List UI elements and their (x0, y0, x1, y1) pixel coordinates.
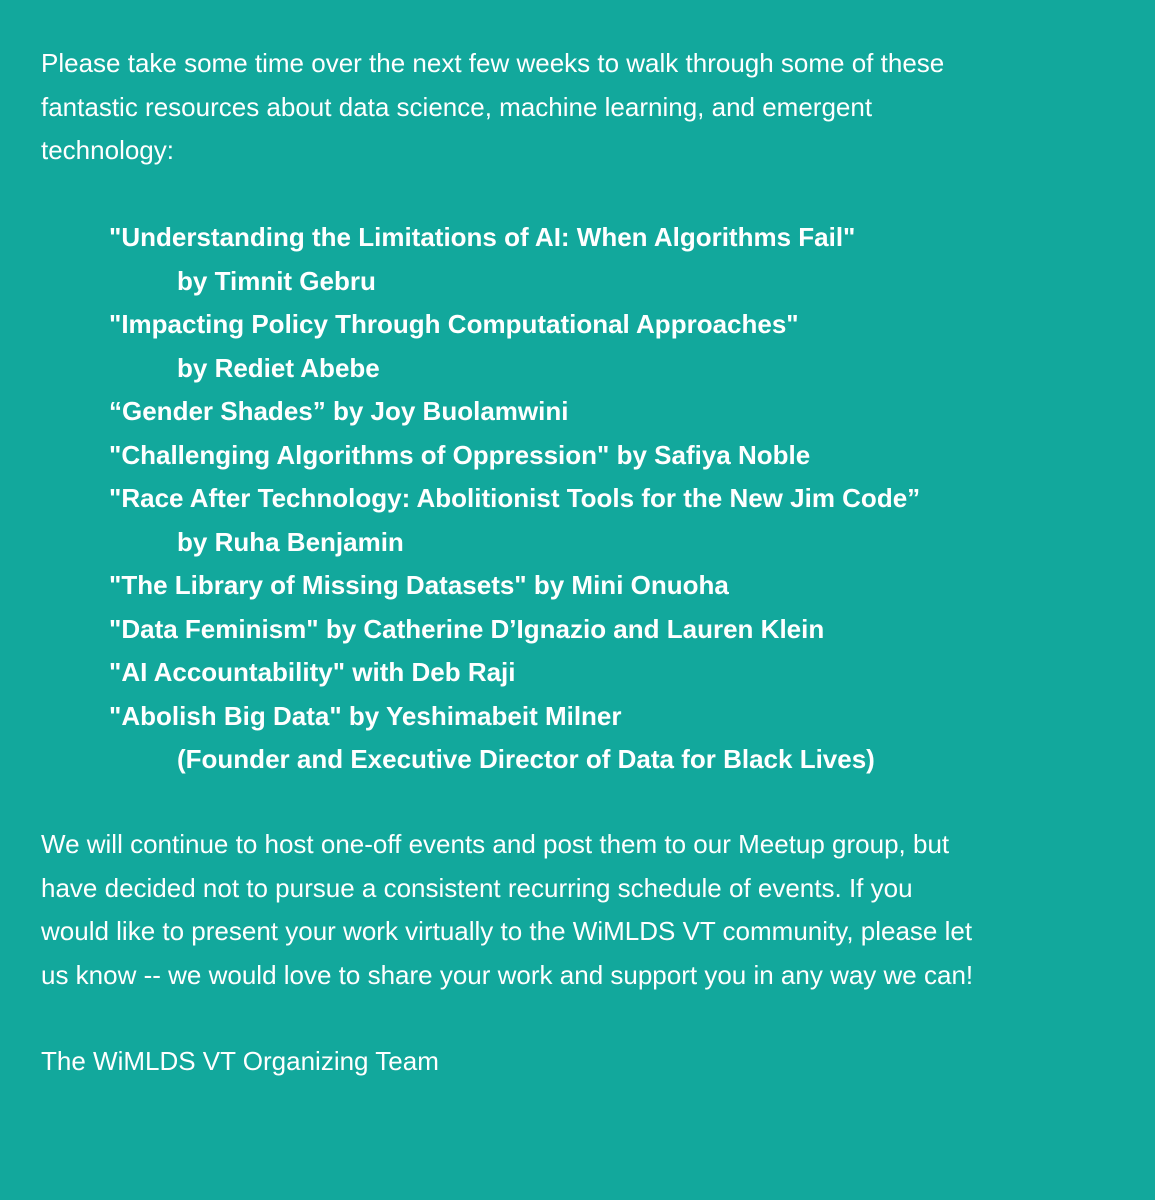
closing-line: us know -- we would love to share your work and support you in any way we can! (41, 959, 974, 990)
resource-title: "Challenging Algorithms of Oppression" by Safiya Noble (109, 439, 811, 470)
resource-list (109, 216, 1129, 782)
closing-line: would like to present your work virtually to the WiMLDS VT community, please let (41, 916, 973, 946)
resource-title: "Abolish Big Data" by Yeshimabeit Milner (109, 700, 622, 731)
closing-line: We will continue to host one-off events and post them to our Meetup group, but (41, 829, 950, 859)
resource-author: by Rediet Abebe (177, 352, 380, 383)
intro-line: fantastic resources about data science, machine learning, and emergent (41, 91, 873, 122)
resource-title: "Race After Technology: Abolitionist Tools for the New Jim Code” (109, 483, 921, 513)
intro-line: technology: (41, 135, 174, 165)
resource-title: “Gender Shades” by Joy Buolamwini (109, 396, 569, 426)
resource-title: "Impacting Policy Through Computational Approaches" (109, 309, 799, 339)
intro-paragraph (41, 42, 1111, 173)
resource-title: "The Library of Missing Datasets" by Mini Onuoha (109, 570, 729, 600)
resource-title: "Understanding the Limitations of AI: When Algorithms Fail" (109, 222, 856, 252)
resource-title: "Data Feminism" by Catherine D’Ignazio and Lauren Klein (109, 613, 825, 644)
resource-title: "AI Accountability" with Deb Raji (109, 657, 516, 687)
signature: The WiMLDS VT Organizing Team (41, 1046, 439, 1076)
closing-paragraph (41, 823, 1116, 997)
closing-line: have decided not to pursue a consistent recurring schedule of events. If you (41, 872, 913, 903)
resource-author: by Ruha Benjamin (177, 526, 404, 557)
resource-author-note: (Founder and Executive Director of Data for Black Lives) (177, 744, 875, 774)
intro-line: Please take some time over the next few weeks to walk through some of these (41, 48, 945, 78)
resource-author: by Timnit Gebru (177, 265, 376, 296)
